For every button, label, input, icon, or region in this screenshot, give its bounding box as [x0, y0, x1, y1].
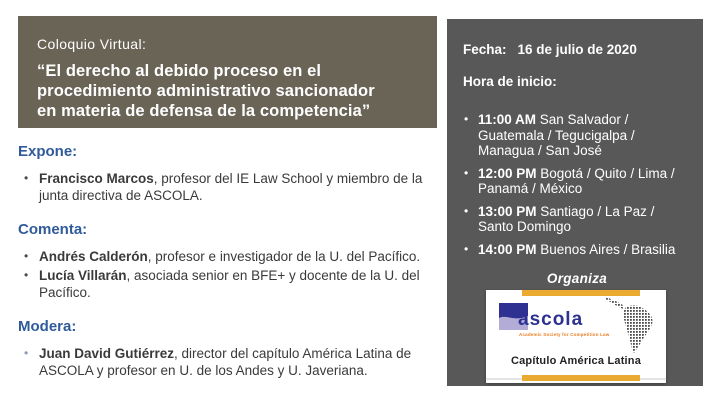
speaker-role: , profesor e investigador de la U. del Pacífico.: [147, 249, 421, 264]
modera-heading: Modera:: [18, 318, 77, 335]
time-cities: San Salvador / Guatemala / Tegucigalpa / Managua / San José: [478, 112, 635, 158]
time-value: 11:00 AM: [478, 112, 537, 127]
speaker-name: Juan David Gutiérrez: [39, 346, 175, 361]
time-value: 12:00 PM: [478, 165, 537, 181]
header-box: [18, 16, 437, 128]
speaker-name: Andrés Calderón: [39, 249, 148, 264]
event-title-line-2: procedimiento administrativo sancionador: [37, 82, 375, 100]
speaker-role: , profesor del IE Law School y miembro de la junta directiva de ASCOLA.: [39, 171, 423, 203]
speaker-item: [18, 248, 442, 265]
hora-heading: Hora de inicio:: [463, 74, 557, 89]
time-cities: Bogotá / Quito / Lima / Panamá / México: [478, 165, 675, 196]
time-cities: Santiago / La Paz / Santo Domingo: [478, 203, 655, 234]
modera-list: [18, 345, 442, 379]
event-title: [37, 61, 423, 121]
speaker-role: , asociada senior en BFE+ y docente de la U. del Pacífico.: [39, 268, 420, 300]
time-cities: Buenos Aires / Brasilia: [536, 241, 676, 257]
time-item: [463, 112, 691, 159]
speaker-name: Francisco Marcos: [39, 171, 154, 186]
time-item: [463, 166, 691, 197]
comenta-list: [18, 248, 442, 301]
expone-list: [18, 170, 442, 204]
fecha-label: Fecha:: [463, 42, 507, 57]
expone-heading: Expone:: [18, 143, 78, 160]
comenta-heading: Comenta:: [18, 221, 88, 238]
time-value: 14:00 PM: [478, 241, 537, 257]
times-list: [463, 112, 691, 257]
speaker-item: [18, 170, 442, 204]
speaker-item: [18, 267, 442, 301]
event-title-line-3: en materia de defensa de la competencia”: [37, 102, 371, 120]
ascola-tagline: Academic Society for Competition Law: [519, 332, 610, 337]
logo-caption: Capítulo América Latina: [510, 355, 642, 367]
speaker-item: [18, 345, 442, 379]
speaker-role: , director del capítulo América Latina de ASCOLA y profesor en U. de los Andes y U. Javeriana.: [39, 346, 412, 378]
time-item: [463, 204, 691, 235]
organizer-logo-card: [486, 290, 666, 383]
accent-bar-bottom: [522, 375, 640, 381]
info-panel: [447, 19, 703, 386]
ascola-logo: [499, 303, 610, 341]
organiza-label: Organiza: [546, 271, 608, 286]
fecha-value: 16 de julio de 2020: [517, 42, 637, 57]
event-kicker: Coloquio Virtual:: [37, 36, 147, 52]
latin-america-map-icon: [603, 295, 657, 353]
time-value: 13:00 PM: [478, 203, 537, 219]
fecha-row: [463, 42, 691, 57]
ascola-wordmark: ascola: [518, 309, 584, 330]
speakers-column: [18, 143, 442, 394]
speaker-name: Lucía Villarán: [39, 268, 127, 283]
event-title-line-1: “El derecho al debido proceso en el: [37, 62, 322, 80]
accent-bar-top: [522, 290, 640, 296]
time-item: [463, 242, 691, 258]
